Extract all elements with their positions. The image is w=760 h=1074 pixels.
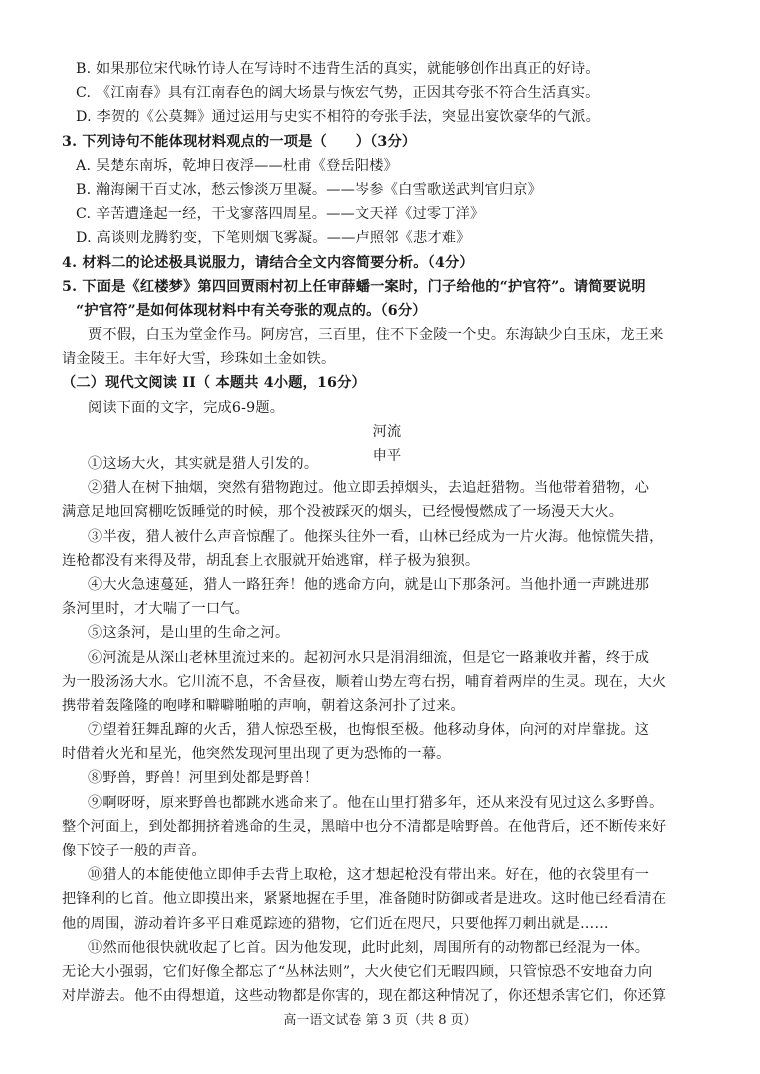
story-line: ⑦望着狂舞乱蹿的火舌，猎人惊恐至极，也悔恨至极。他移动身体，向河的对岸靠拢。这 bbox=[88, 722, 650, 739]
story-line: ③半夜，猎人被什么声音惊醒了。他探头往外一看，山林已经成为一片火海。他惊慌失措， bbox=[88, 528, 664, 545]
story-line: 整个河面上，到处都拥挤着逃命的生灵，黑暗中也分不清都是啥野兽。在他背后，还不断传来好 bbox=[62, 818, 667, 835]
story-line: ②猎人在树下抽烟，突然有猎物跑过。他立即丢掉烟头，去追赶猎物。当他带着猎物，心 bbox=[88, 480, 650, 497]
question-3-stem: 3. 下列诗句不能体现材料观点的一项是（ ）（3分） bbox=[62, 133, 417, 150]
hu-guan-fu-quote-2: 请金陵王。丰年好大雪，珍珠如土金如铁。 bbox=[62, 351, 336, 368]
story-line: ①这场大火，其实就是猎人引发的。 bbox=[88, 456, 319, 472]
story-title: 河流 bbox=[372, 423, 402, 440]
option-q2-b: B. 如果那位宋代咏竹诗人在写诗时不违背生活的真实，就能够创作出真正的好诗。 bbox=[76, 61, 600, 77]
story-line: 对岸游去。他不由得想道，这些动物都是你害的，现在都这种情况了，你还想杀害它们，你还算 bbox=[62, 988, 667, 1005]
story-line: 满意足地回窝棚吃饭睡觉的时候，那个没被踩灭的烟头，已经慢慢燃成了一场漫天大火。 bbox=[62, 504, 624, 521]
story-body bbox=[62, 452, 712, 1008]
story-author: 申平 bbox=[372, 448, 402, 464]
story-line: ⑤这条河，是山里的生命之河。 bbox=[88, 625, 290, 642]
story-line: 条河里时，才大喘了一口气。 bbox=[62, 601, 250, 618]
story-line: ④大火急速蔓延，猎人一路狂奔！他的逃命方向，就是山下那条河。当他扑通一声跳进那 bbox=[88, 576, 650, 593]
option-q2-c: C. 《江南春》具有江南春色的阔大场景与恢宏气势，正因其夸张不符合生活真实。 bbox=[76, 85, 600, 102]
question-5-stem-2: “护官符”是如何体现材料中有关夸张的观点的。（6分） bbox=[76, 302, 427, 319]
option-q3-c: C. 辛苦遭逢起一经，干戈寥落四周星。——文天祥《过零丁洋》 bbox=[76, 206, 485, 223]
story-line: 携带着轰隆隆的咆哮和噼噼啪啪的声响，朝着这条河扑了过来。 bbox=[62, 697, 465, 714]
reading-instruction: 阅读下面的文字，完成6-9题。 bbox=[88, 399, 285, 416]
story-line: 把锋利的匕首。他立即摸出来，紧紧地握在手里，准备随时防御或者是进攻。这时他已经看清在 bbox=[62, 891, 667, 908]
story-line: 时借着火光和星光，他突然发现河里出现了更为恐怖的一幕。 bbox=[62, 746, 451, 763]
story-line: ⑧野兽，野兽！河里到处都是野兽！ bbox=[88, 770, 319, 787]
question-block-upper bbox=[62, 57, 712, 468]
story-line: ⑪然而他很快就收起了匕首。因为他发现，此时此刻，周围所有的动物都已经混为一体。 bbox=[88, 939, 650, 956]
option-q3-b: B. 瀚海阑干百丈冰，愁云惨淡万里凝。——岑参《白雪歌送武判官归京》 bbox=[76, 181, 543, 198]
story-line: 像下饺子一般的声音。 bbox=[62, 843, 206, 859]
story-line: 连枪都没有来得及带，胡乱套上衣服就开始逃窜，样子极为狼狈。 bbox=[62, 552, 480, 569]
section-heading: （二）现代文阅读 II（ 本题共 4小题，16分） bbox=[62, 375, 366, 392]
story-line: 为一股汤汤大水。它川流不息，不舍昼夜，顺着山势左弯右拐，哺育着两岸的生灵。现在，大火 bbox=[62, 673, 667, 690]
option-q2-d: D. 李贺的《公莫舞》通过运用与史实不相符的夸张手法，突显出宴饮豪华的气派。 bbox=[76, 109, 601, 126]
question-5-stem-1: 5. 下面是《红楼梦》第四回贾雨村初上任审薛蟠一案时，门子给他的“护官符”。请简要说明 bbox=[62, 278, 646, 295]
option-q3-a: A. 吴楚东南坼，乾坤日夜浮——杜甫《登岳阳楼》 bbox=[76, 157, 399, 174]
story-line: ⑨啊呀呀，原来野兽也都跳水逃命来了。他在山里打猎多年，还从来没有见过这么多野兽。 bbox=[88, 794, 664, 811]
story-line: ⑩猎人的本能使他立即伸手去背上取枪，这才想起枪没有带出来。好在，他的衣袋里有一 bbox=[88, 867, 650, 884]
option-q3-d: D. 高谈则龙腾豹变，下笔则烟飞雾凝。——卢照邻《悲才难》 bbox=[76, 230, 471, 247]
question-4-stem: 4. 材料二的论述极具说服力，请结合全文内容简要分析。（4分） bbox=[62, 254, 474, 271]
story-line: ⑥河流是从深山老林里流过来的。起初河水只是涓涓细流，但是它一路兼收并蓄，终于成 bbox=[88, 649, 650, 666]
story-line: 无论大小强弱，它们好像全都忘了“丛林法则”，大火使它们无暇四顾，只管惊恐不安地奋力向 bbox=[62, 963, 653, 980]
page-footer: 高一语文试卷 第 3 页（共 8 页） bbox=[283, 1013, 477, 1028]
story-line: 他的周围，游动着许多平日难觅踪迹的猎物，它们近在咫尺，只要他挥刀刺出就是…… bbox=[62, 915, 609, 932]
hu-guan-fu-quote-1: 贾不假，白玉为堂金作马。阿房宫，三百里，住不下金陵一个史。东海缺少白玉床，龙王来 bbox=[88, 327, 664, 344]
